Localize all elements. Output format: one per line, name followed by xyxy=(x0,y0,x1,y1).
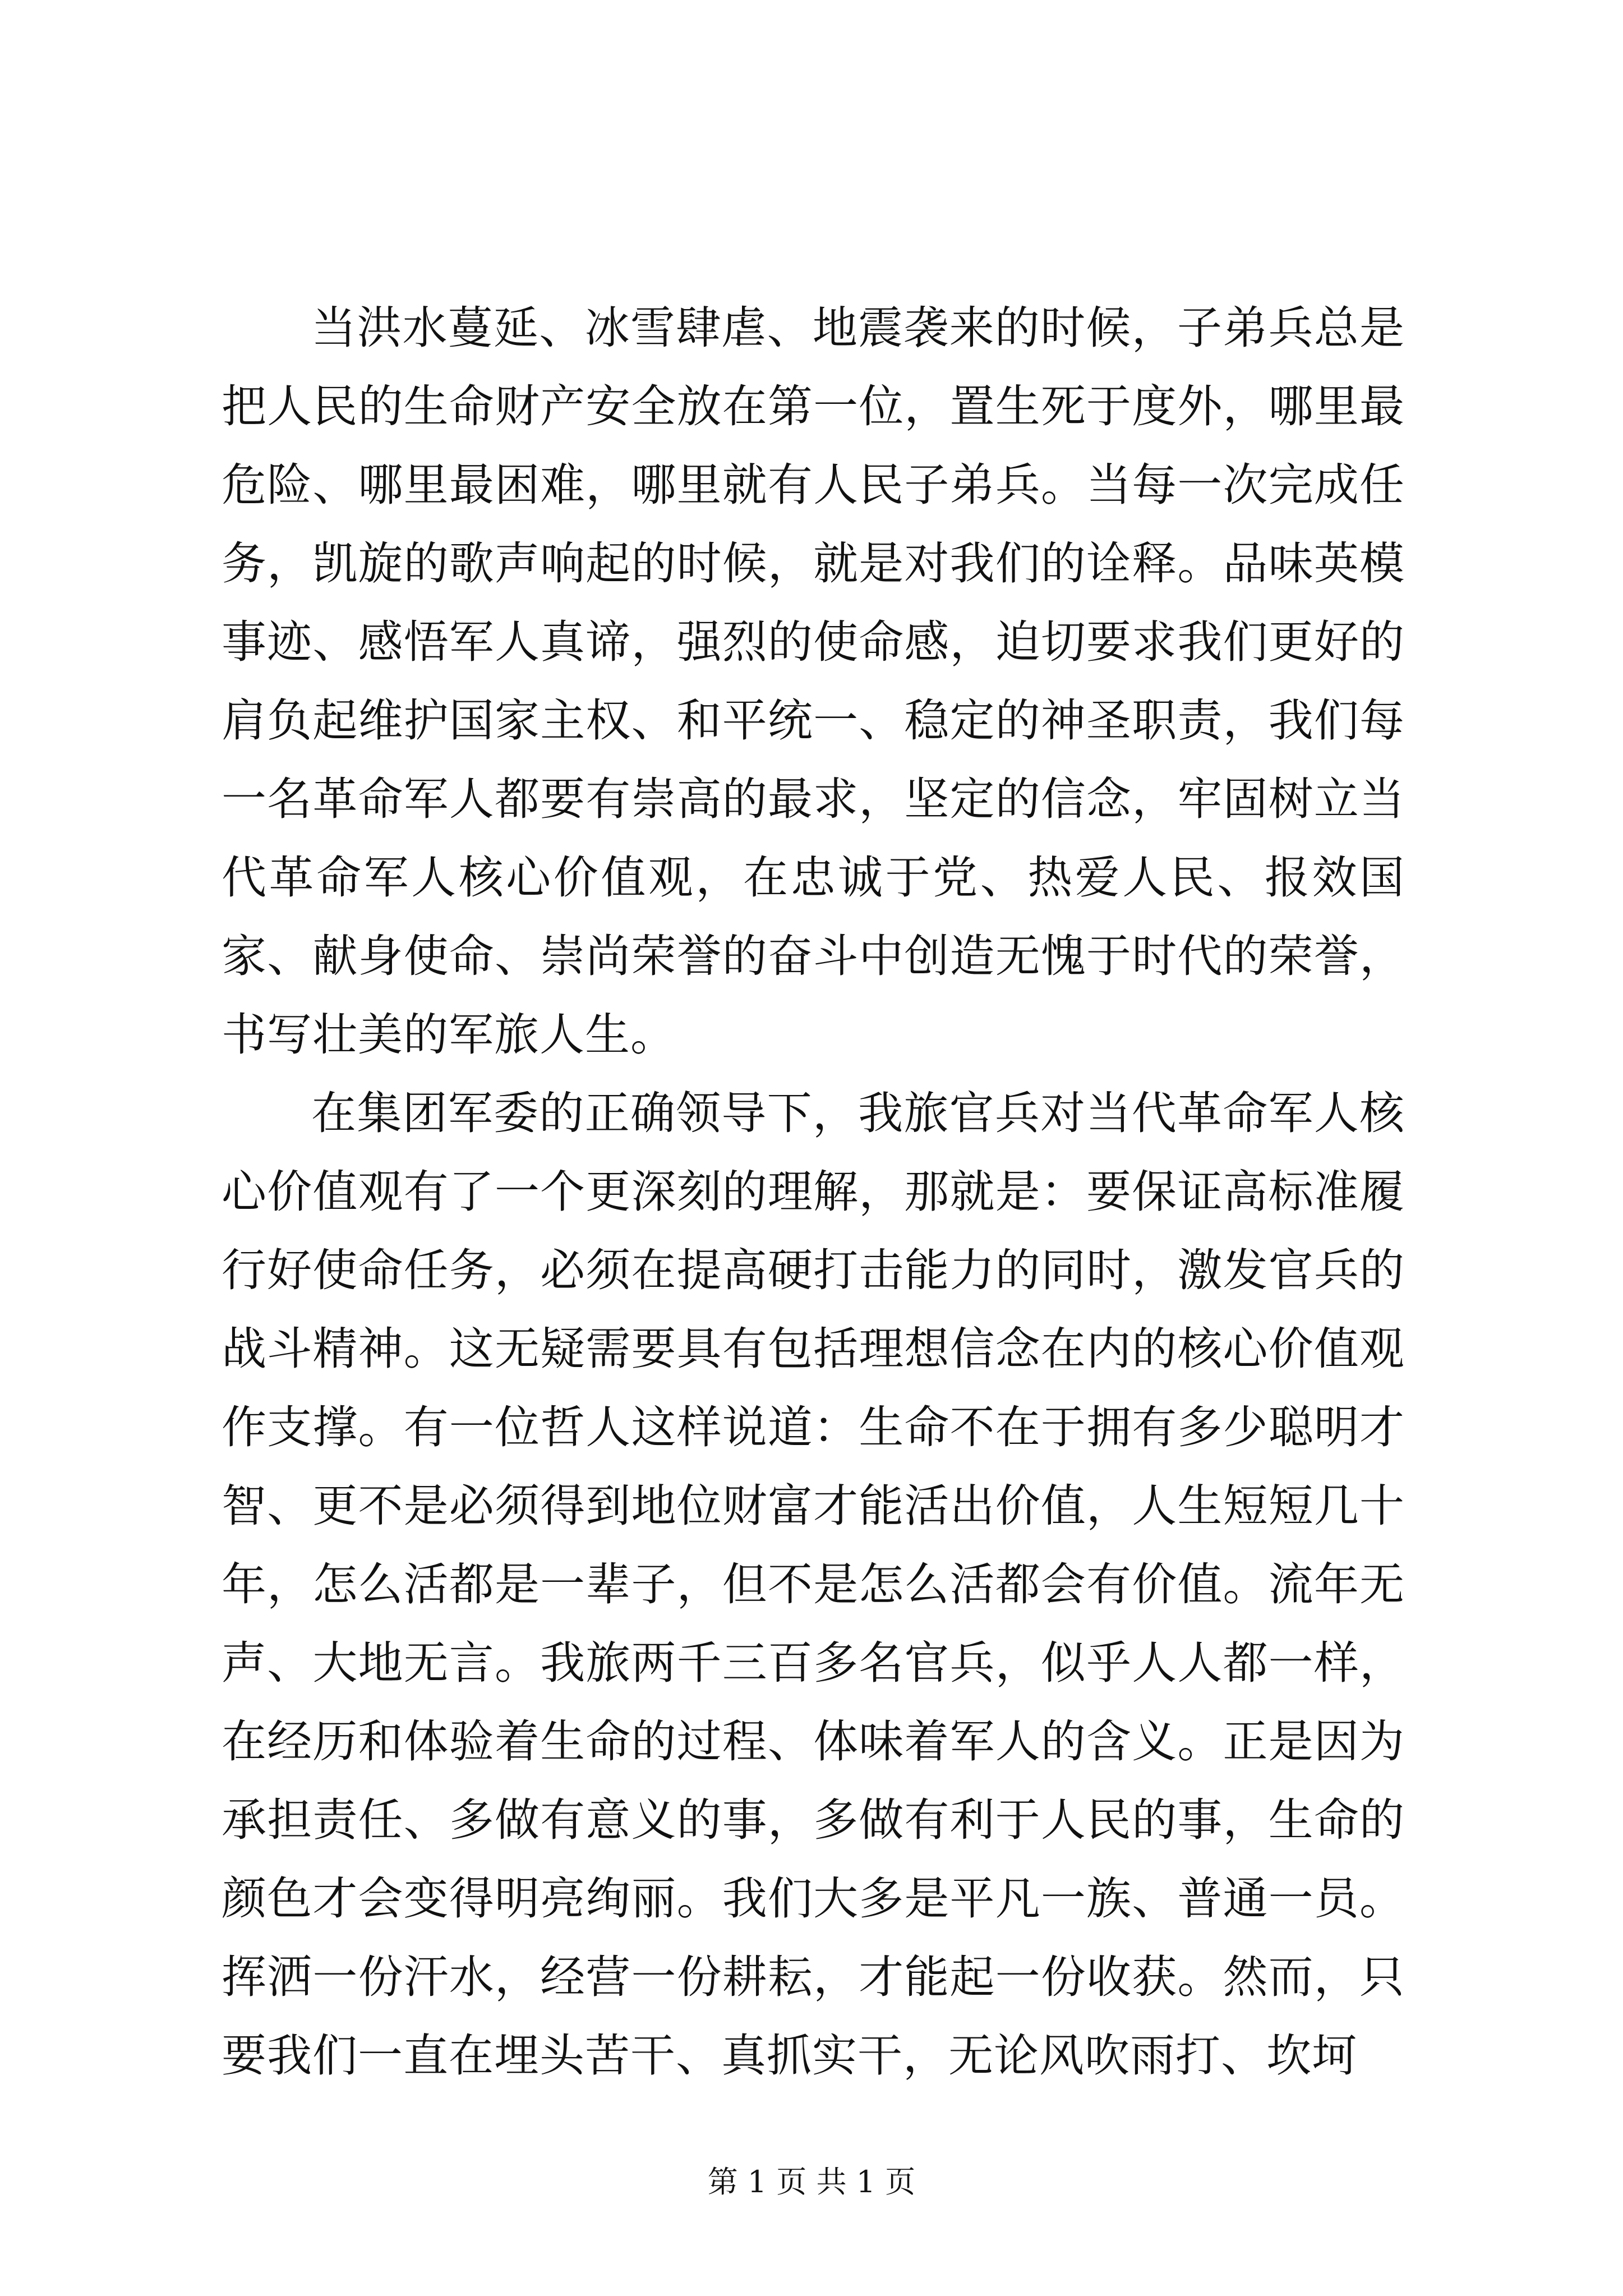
paragraph-1: 当洪水蔓延、冰雪肆虐、地震袭来的时候，子弟兵总是把人民的生命财产安全放在第一位，置生死于度外，哪里最危险、哪里最困难，哪里就有人民子弟兵。当每一次完成任务，凯旋的歌声响起的时候，就是对我们的诠释。品味英模事迹、感悟军人真谛，强烈的使命感，迫切要求我们更好的肩负起维护国家主权、和平统一、稳定的神圣职责，我们每一名革命军人都要有崇高的最求，坚定的信念，牢固树立当代革命军人核心价值观，在忠诚于党、热爱人民、报效国家、献身使命、崇尚荣誉的奋斗中创造无愧于时代的荣誉，书写壮美的军旅人生。 xyxy=(222,302,1405,1061)
page-footer: 第 1 页 共 1 页 xyxy=(707,2164,916,2200)
document-body xyxy=(222,289,1405,2095)
paragraph-2: 在集团军委的正确领导下，我旅官兵对当代革命军人核心价值观有了一个更深刻的理解，那就是：要保证高标准履行好使命任务，必须在提高硬打击能力的同时，激发官兵的战斗精神。这无疑需要具有包括理想信念在内的核心价值观作支撑。有一位哲人这样说道：生命不在于拥有多少聪明才智、更不是必须得到地位财富才能活出价值，人生短短几十年，怎么活都是一辈子，但不是怎么活都会有价值。流年无声、大地无言。我旅两千三百多名官兵，似乎人人都一样，在经历和体验着生命的过程、体味着军人的含义。正是因为承担责任、多做有意义的事，多做有利于人民的事，生命的颜色才会变得明亮绚丽。我们大多是平凡一族、普通一员。挥洒一份汗水，经营一份耕耘，才能起一份收获。然而，只要我们一直在埋头苦干、真抓实干，无论风吹雨打、坎坷 xyxy=(222,1087,1405,2082)
